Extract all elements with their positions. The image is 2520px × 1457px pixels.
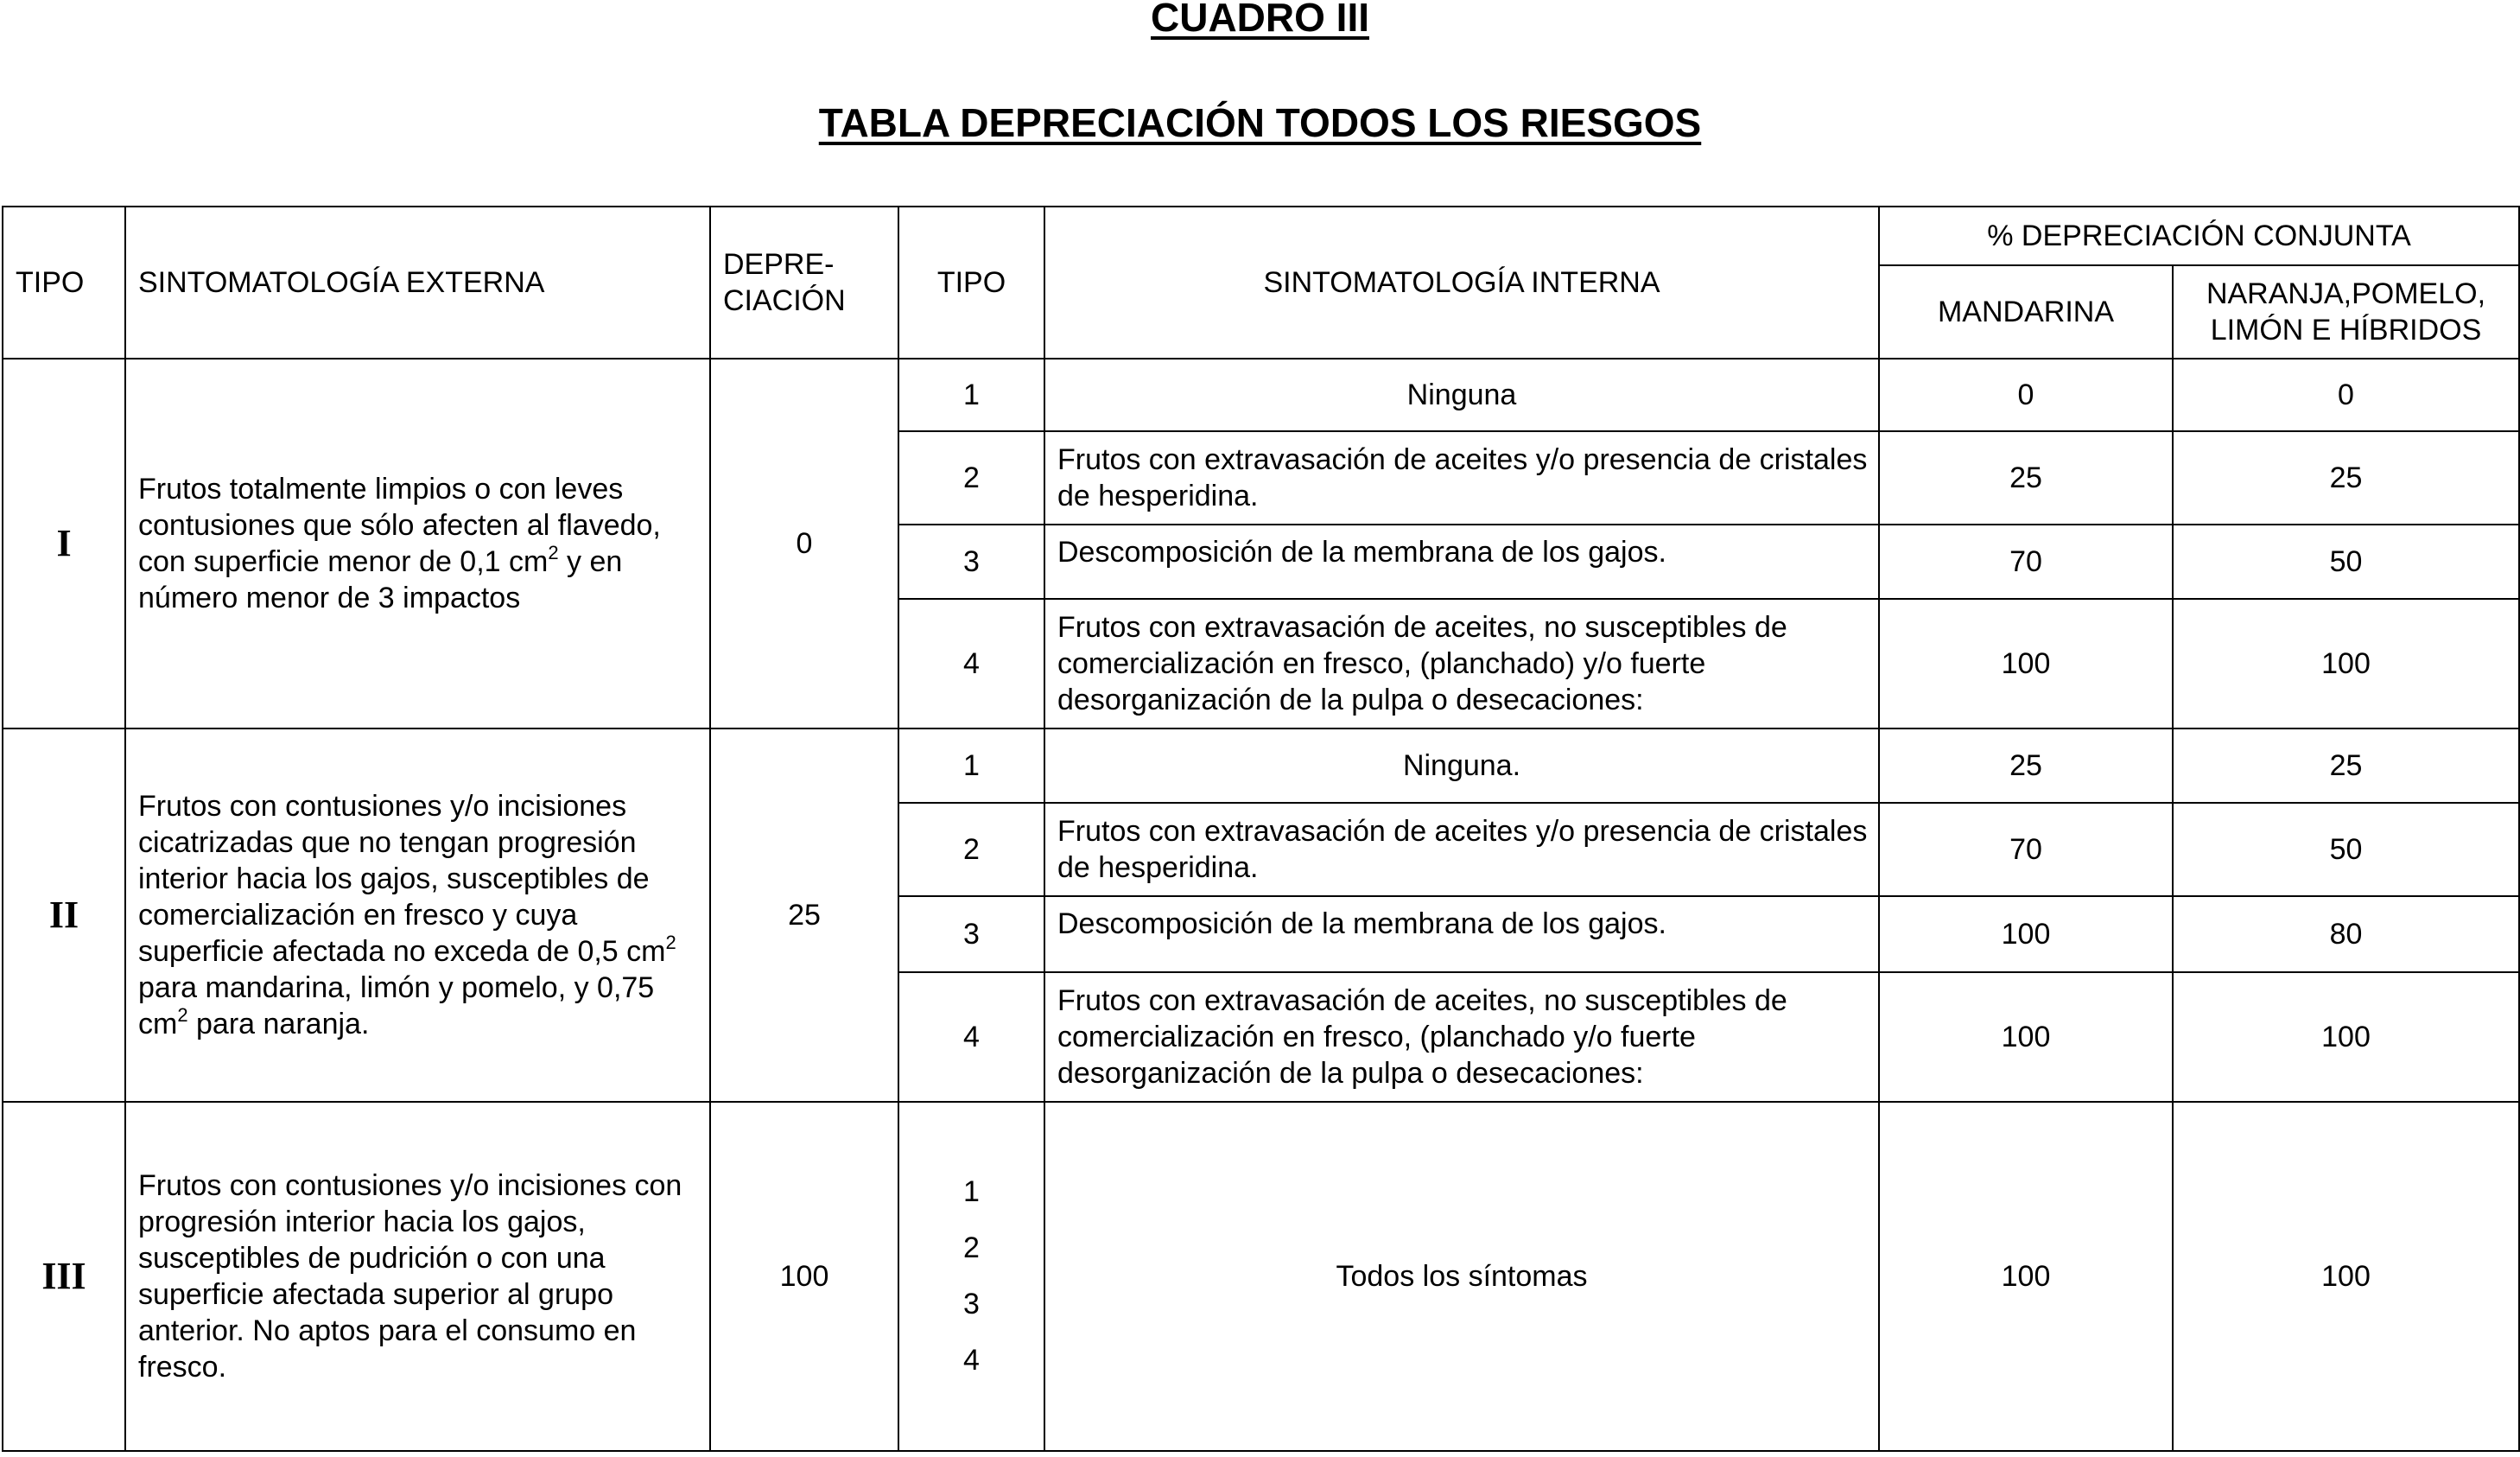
row-mandarina: 0: [1879, 359, 2173, 431]
row-tipo: 3: [898, 525, 1044, 599]
externa-text: Frutos totalmente limpios o con leves contusiones que sólo afecten al flavedo, con superficie menor de 0,1 cm: [138, 473, 661, 578]
row-tipo: 1: [898, 359, 1044, 431]
table-row: [3, 728, 2519, 803]
row-sintomatologia-interna: Ninguna: [1044, 359, 1879, 431]
header-depreciacion-conjunta: % DEPRECIACIÓN CONJUNTA: [1879, 207, 2519, 265]
superscript: 2: [177, 1004, 188, 1026]
externa-text: para mandarina, limón y pomelo, y 0,75 cm: [138, 971, 655, 1040]
group-depreciacion: 25: [710, 728, 898, 1102]
row-mandarina: 70: [1879, 525, 2173, 599]
row-naranja: 50: [2173, 803, 2519, 896]
externa-text: Frutos con contusiones y/o incisiones cicatrizadas que no tengan progresión interior hacia los gajos, susceptibles de comercialización en fresco y cuya superficie afectada no exceda de 0,5 cm: [138, 790, 666, 968]
row-tipo: 4: [898, 972, 1044, 1102]
row-sintomatologia-interna: Frutos con extravasación de aceites y/o presencia de cristales de hesperidina.: [1044, 803, 1879, 896]
row-naranja: 80: [2173, 896, 2519, 972]
row-sintomatologia-interna: Ninguna.: [1044, 728, 1879, 803]
header-sintomatologia-interna: SINTOMATOLOGÍA INTERNA: [1044, 207, 1879, 359]
row-naranja: 0: [2173, 359, 2519, 431]
header-tipo-interno: TIPO: [898, 207, 1044, 359]
group-sintomatologia-externa: [125, 359, 710, 728]
row-sintomatologia-interna: Frutos con extravasación de aceites, no susceptibles de comercialización en fresco, (planchado y/o fuerte desorganización de la pulpa o desecaciones:: [1044, 972, 1879, 1102]
header-naranja-line1: NARANJA,POMELO,: [2206, 277, 2486, 310]
header-depreciacion-line2: CIACIÓN: [723, 284, 846, 317]
row-tipo: 4: [963, 1344, 980, 1377]
header-tipo: TIPO: [3, 207, 125, 359]
row-mandarina: 25: [1879, 728, 2173, 803]
row-naranja: 100: [2173, 1102, 2519, 1451]
table-row: [3, 359, 2519, 431]
row-tipo: 1: [898, 728, 1044, 803]
header-naranja-line2: LIMÓN E HÍBRIDOS: [2210, 314, 2482, 347]
page-title: CUADRO III: [1151, 0, 1369, 40]
row-mandarina: 100: [1879, 972, 2173, 1102]
row-naranja: 25: [2173, 728, 2519, 803]
row-sintomatologia-interna: Todos los síntomas: [1044, 1102, 1879, 1451]
group-sintomatologia-externa: Frutos con contusiones y/o incisiones con progresión interior hacia los gajos, susceptibles de pudrición o con una superficie afectada superior al grupo anterior. No aptos para el consumo en fresco.: [125, 1102, 710, 1451]
row-mandarina: 25: [1879, 431, 2173, 525]
header-row: [3, 207, 2519, 265]
group-tipo: III: [3, 1102, 125, 1451]
header-depreciacion: [710, 207, 898, 359]
externa-text: para naranja.: [187, 1008, 370, 1040]
row-tipo: 2: [963, 1231, 980, 1264]
table-row: [3, 1102, 2519, 1451]
row-naranja: 100: [2173, 972, 2519, 1102]
row-tipo: 4: [898, 599, 1044, 728]
row-sintomatologia-interna: Frutos con extravasación de aceites, no susceptibles de comercialización en fresco, (planchado) y/o fuerte desorganización de la pulpa o desecaciones:: [1044, 599, 1879, 728]
group-depreciacion: 100: [710, 1102, 898, 1451]
row-sintomatologia-interna: Descomposición de la membrana de los gajos.: [1044, 525, 1879, 599]
row-tipo: 2: [898, 431, 1044, 525]
depreciation-table: [2, 206, 2520, 1452]
header-naranja: [2173, 265, 2519, 359]
row-sintomatologia-interna: Descomposición de la membrana de los gajos.: [1044, 896, 1879, 972]
header-depreciacion-line1: DEPRE-: [723, 248, 835, 281]
row-tipo: 3: [963, 1288, 980, 1320]
row-tipo: 1: [963, 1175, 980, 1208]
row-tipo: 3: [898, 896, 1044, 972]
row-tipo-list: [898, 1102, 1044, 1451]
row-mandarina: 100: [1879, 896, 2173, 972]
superscript: 2: [665, 932, 676, 953]
row-naranja: 50: [2173, 525, 2519, 599]
superscript: 2: [548, 542, 559, 563]
row-mandarina: 70: [1879, 803, 2173, 896]
header-mandarina: MANDARINA: [1879, 265, 2173, 359]
row-mandarina: 100: [1879, 1102, 2173, 1451]
group-tipo: I: [3, 359, 125, 728]
row-mandarina: 100: [1879, 599, 2173, 728]
header-sintomatologia-externa: SINTOMATOLOGÍA EXTERNA: [125, 207, 710, 359]
row-naranja: 100: [2173, 599, 2519, 728]
group-tipo: II: [3, 728, 125, 1102]
table-title: TABLA DEPRECIACIÓN TODOS LOS RIESGOS: [818, 100, 1702, 145]
row-naranja: 25: [2173, 431, 2519, 525]
row-tipo: 2: [898, 803, 1044, 896]
externa-text: y en número menor de 3 impactos: [138, 545, 623, 614]
group-sintomatologia-externa: [125, 728, 710, 1102]
group-depreciacion: 0: [710, 359, 898, 728]
row-sintomatologia-interna: Frutos con extravasación de aceites y/o presencia de cristales de hesperidina.: [1044, 431, 1879, 525]
